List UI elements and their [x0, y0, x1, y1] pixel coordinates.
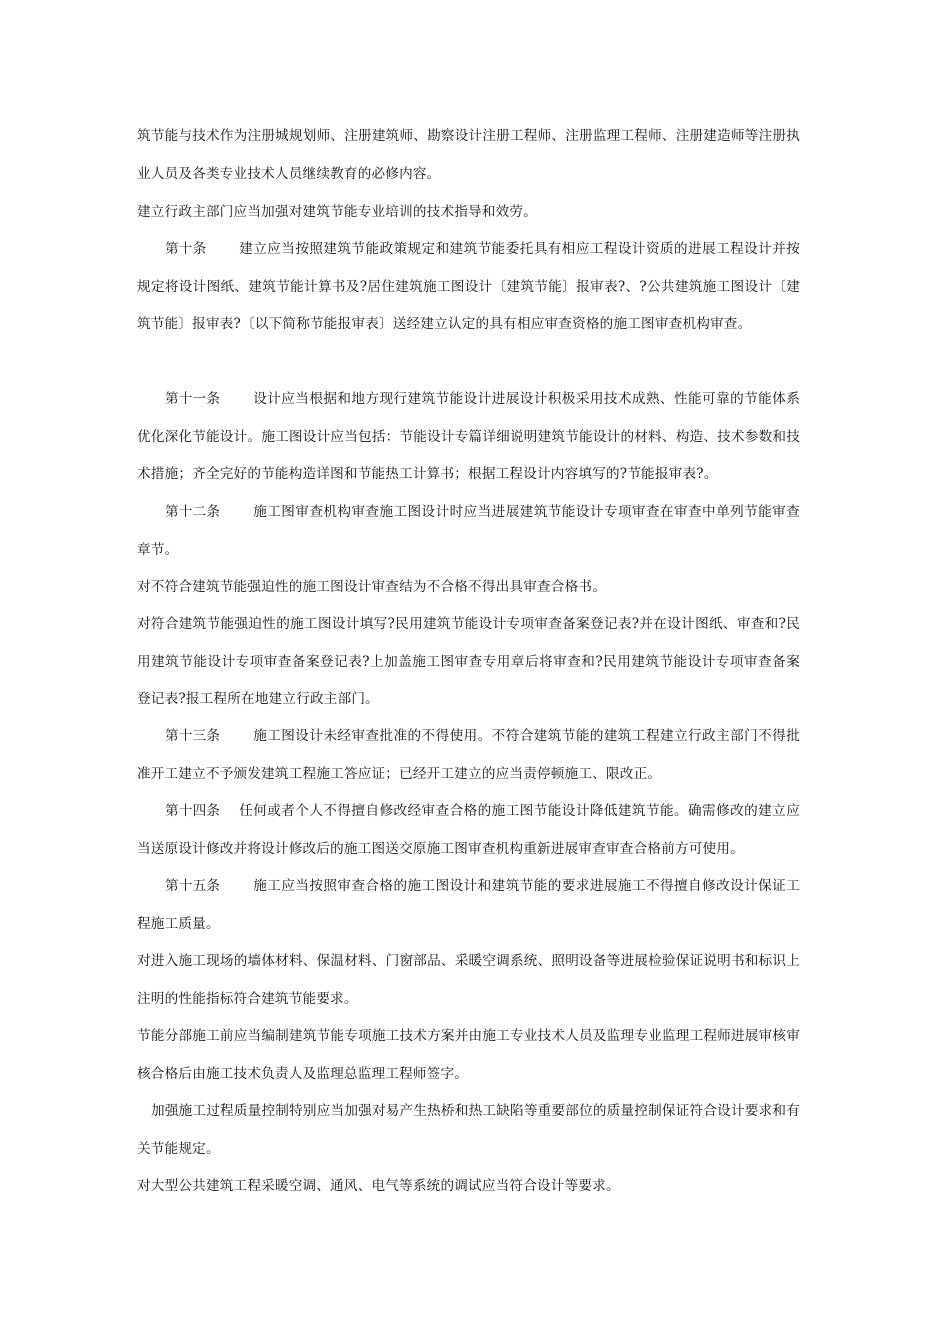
paragraph-text: 施工图审查机构审查施工图设计时应当进展建筑节能设计专项审查在审查中单列节能审查章节。 [137, 504, 800, 558]
article-heading: 第十五条 [165, 878, 221, 894]
paragraph-continuation [137, 118, 800, 193]
paragraph-text: 对符合建筑节能强迫性的施工图设计填写?民用建筑节能设计专项审查备案登记表?并在设计图纸、审查和?民用建筑节能设计专项审查备案登记表?上加盖施工图审查专用章后将审查和?民用建筑节能设计专项审查备案登记表?报工程所在地建立行政主部门。 [137, 616, 800, 708]
paragraph-text: 任何或者个人不得擅自修改经审查合格的施工图节能设计降低建筑节能。确需修改的建立应当送原设计修改并将设计修改后的施工图送交原施工图审查机构重新进展审查审查合格前方可使用。 [137, 803, 800, 857]
paragraph-text: 加强施工过程质量控制特别应当加强对易产生热桥和热工缺陷等重要部位的质量控制保证符合设计要求和有关节能规定。 [137, 1103, 800, 1157]
paragraph-text: 建立行政主部门应当加强对建筑节能专业培训的技术指导和效劳。 [137, 204, 538, 220]
article-15 [137, 868, 800, 943]
article-10 [137, 231, 800, 344]
paragraph-text: 施工图设计未经审查批准的不得使用。不符合建筑节能的建筑工程建立行政主部门不得批准开工建立不予颁发建筑工程施工答应证；已经开工建立的应当责停顿施工、限改正。 [137, 728, 800, 782]
paragraph [137, 606, 800, 719]
paragraph [137, 943, 800, 1018]
article-14 [137, 793, 800, 868]
paragraph-text: 对进入施工现场的墙体材料、保温材料、门窗部品、采暖空调系统、照明设备等进展检验保证说明书和标识上注明的性能指标符合建筑节能要求。 [137, 953, 800, 1007]
paragraph [137, 1018, 800, 1093]
paragraph-text: 对大型公共建筑工程采暖空调、通风、电气等系统的调试应当符合设计等要求。 [137, 1178, 620, 1194]
article-heading: 第十条 [165, 241, 207, 257]
article-12 [137, 494, 800, 569]
paragraph-text: 筑节能与技术作为注册城规划师、注册建筑师、勘察设计注册工程师、注册监理工程师、注册建造师等注册执业人员及各类专业技术人员继续教育的必修内容。 [137, 128, 800, 182]
article-heading: 第十三条 [165, 728, 221, 744]
article-heading: 第十二条 [165, 504, 221, 520]
paragraph [137, 1093, 800, 1168]
paragraph [137, 194, 800, 232]
paragraph-text: 节能分部施工前应当编制建筑节能专项施工技术方案并由施工专业技术人员及监理专业监理工程师进展审核审核合格后由施工技术负责人及监理总监理工程师签字。 [137, 1028, 800, 1082]
paragraph-text: 设计应当根据和地方现行建筑节能设计进展设计积极采用技术成熟、性能可靠的节能体系优化深化节能设计。施工图设计应当包括：节能设计专篇详细说明建筑节能设计的材料、构造、技术参数和技术措施；齐全完好的节能构造详图和节能热工计算书；根据工程设计内容填写的?节能报审表?。 [137, 391, 800, 483]
article-heading: 第十四条 [165, 803, 221, 819]
paragraph-text: 施工应当按照审查合格的施工图设计和建筑节能的要求进展施工不得擅自修改设计保证工程施工质量。 [137, 878, 800, 932]
paragraph [137, 569, 800, 607]
paragraph-text: 建立应当按照建筑节能政策规定和建筑节能委托具有相应工程设计资质的进展工程设计并按规定将设计图纸、建筑节能计算书及?居住建筑施工图设计〔建筑节能〕报审表?、?公共建筑施工图设计〔建筑节能〕报审表?〔以下简称节能报审表〕送经建立认定的具有相应审查资格的施工图审查机构审查。 [137, 241, 800, 333]
paragraph-text: 对不符合建筑节能强迫性的施工图设计审查结为不合格不得出具审查合格书。 [137, 579, 606, 595]
paragraph [137, 1168, 800, 1206]
article-11 [137, 381, 800, 494]
article-13 [137, 718, 800, 793]
article-heading: 第十一条 [165, 391, 221, 407]
